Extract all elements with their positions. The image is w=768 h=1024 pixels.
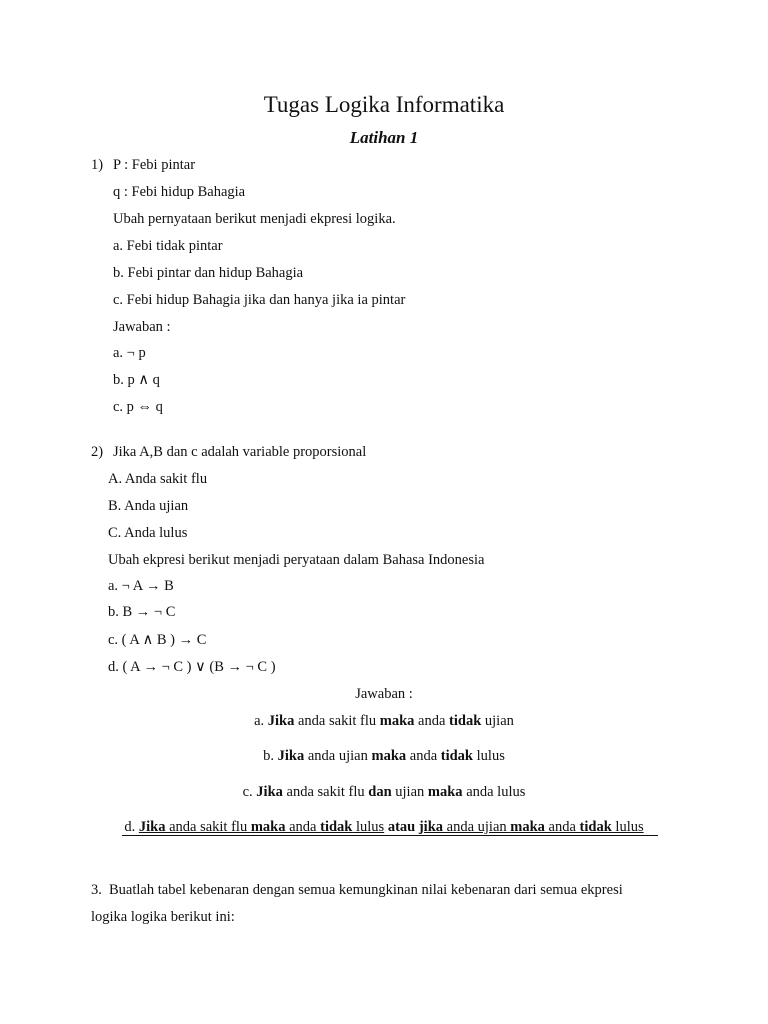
q2-answer-a: a. Jika anda sakit flu maka anda tidak ujian [254,713,514,729]
q2-answer-b: b. Jika anda ujian maka anda tidak lulus [263,748,505,764]
q2-answer-d: d. Jika anda sakit flu maka anda tidak lulus atau jika anda ujian maka anda tidak lulus [124,819,644,835]
q2-expression: c. ( A ∧ B ) → C [108,632,207,648]
q2-line: Jika A,B dan c adalah variable proporsional [113,444,367,460]
q2-line: B. Anda ujian [108,498,189,514]
q2-expression: d. ( A → ¬ C ) ∨ (B → ¬ C ) [108,659,276,675]
q2-line: C. Anda lulus [108,525,188,541]
q1-line: Ubah pernyataan berikut menjadi ekpresi logika. [113,211,396,227]
q1-answer-line: c. p ⇔ q [113,399,163,415]
q1-line: a. Febi tidak pintar [113,238,223,254]
answer-d-underline [122,835,658,836]
q2-line: Ubah ekpresi berikut menjadi peryataan dalam Bahasa Indonesia [108,552,485,568]
q2-number: 2) [91,444,104,460]
q3-line: logika logika berikut ini: [91,909,235,925]
document-title: Tugas Logika Informatika [263,92,505,117]
q2-line: A. Anda sakit flu [108,471,208,487]
q1-answer-line: a. ¬ p [113,345,146,361]
q3-number: 3. [91,882,102,898]
q1-answer-line: b. p ∧ q [113,372,160,388]
q2-answer-label: Jawaban : [355,686,413,702]
q1-line: q : Febi hidup Bahagia [113,184,246,200]
q2-answer-c: c. Jika anda sakit flu dan ujian maka anda lulus [242,784,526,800]
q1-line: Jawaban : [113,319,171,335]
q1-number: 1) [91,157,104,173]
q1-line: P : Febi pintar [113,157,196,173]
q1-line: c. Febi hidup Bahagia jika dan hanya jika ia pintar [113,292,406,308]
document-subtitle: Latihan 1 [349,128,419,147]
q2-expression: b. B → ¬ C [108,604,176,620]
q2-expression: a. ¬ A → B [108,578,174,594]
q3-line: Buatlah tabel kebenaran dengan semua kemungkinan nilai kebenaran dari semua ekpresi [109,882,623,898]
q1-line: b. Febi pintar dan hidup Bahagia [113,265,304,281]
